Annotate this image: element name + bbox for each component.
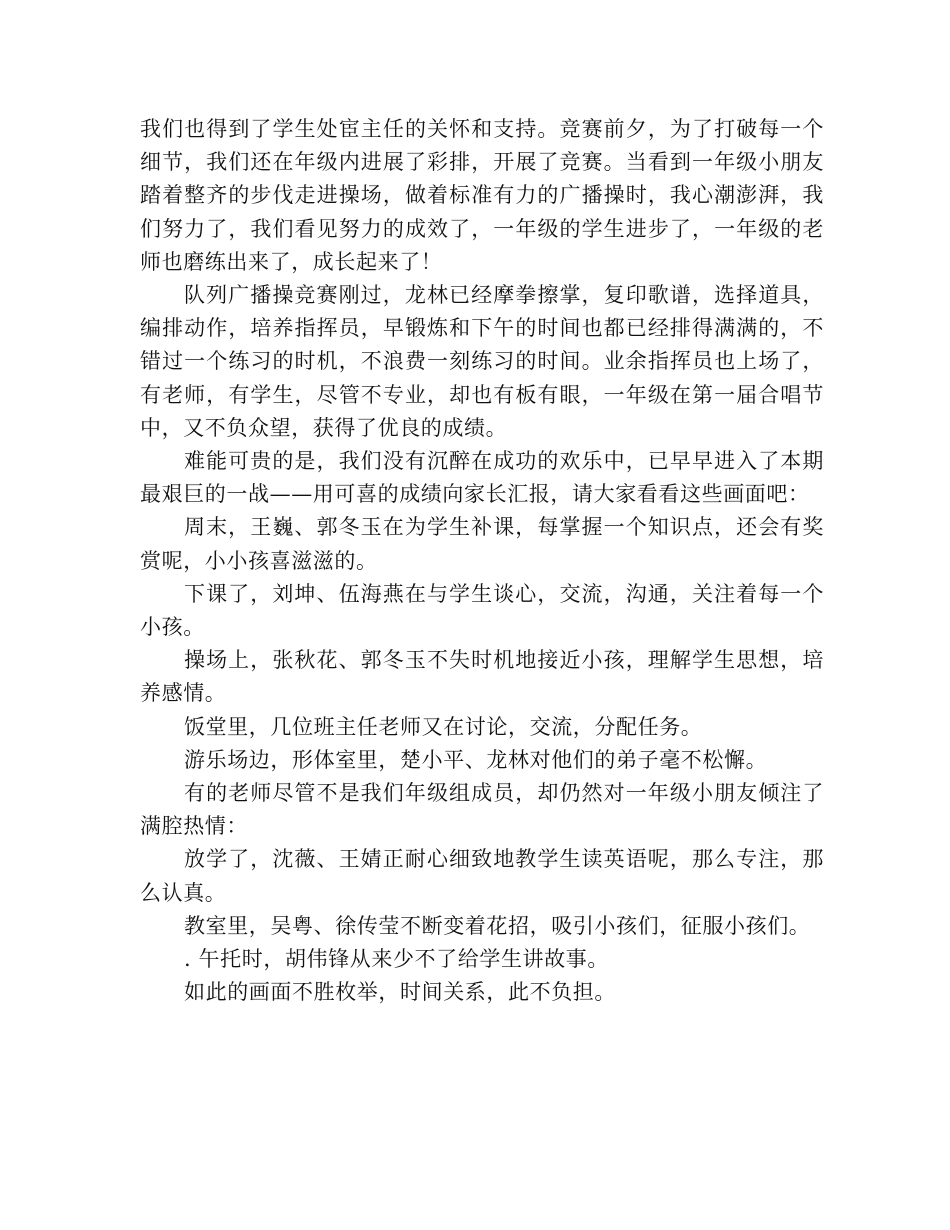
paragraph: 我们也得到了学生处宦主任的关怀和支持。竞赛前夕，为了打破每一个细节，我们还在年级内进展了彩排，开展了竞赛。当看到一年级小朋友踏着整齐的步伐走进操场，做着标准有力的广播操时，我心潮澎湃，我们努力了，我们看见努力的成效了，一年级的学生进步了，一年级的老师也磨练出来了，成长起来了！ bbox=[140, 117, 824, 274]
paragraph: . 午托时，胡伟锋从来少不了给学生讲故事。 bbox=[184, 947, 609, 972]
paragraph: 教室里，吴粤、徐传莹不断变着花招，吸引小孩们，征服小孩们。 bbox=[184, 913, 811, 938]
paragraph: 如此的画面不胜枚举，时间关系，此不负担。 bbox=[184, 980, 616, 1005]
paragraph: 难能可贵的是，我们没有沉醉在成功的欢乐中，已早早进入了本期最艰巨的一战——用可喜的成绩向家长汇报，请大家看看这些画面吧： bbox=[140, 449, 824, 507]
paragraph: 游乐场边，形体室里，楚小平、龙林对他们的弟子毫不松懈。 bbox=[184, 747, 768, 772]
paragraph: 操场上，张秋花、郭冬玉不失时机地接近小孩，理解学生思想，培养感情。 bbox=[140, 648, 824, 706]
paragraph: 队列广播操竞赛刚过，龙林已经摩拳擦掌，复印歌谱，选择道具，编排动作，培养指挥员，早锻炼和下午的时间也都已经排得满满的，不错过一个练习的时机，不浪费一刻练习的时间。业余指挥员也上场了，有老师，有学生，尽管不专业，却也有板有眼，一年级在第一届合唱节中，又不负众望，获得了优良的成绩。 bbox=[140, 283, 824, 440]
paragraph: 周末，王巍、郭冬玉在为学生补课，每掌握一个知识点，还会有奖赏呢，小小孩喜滋滋的。 bbox=[140, 515, 824, 573]
paragraph: 饭堂里，几位班主任老师又在讨论，交流，分配任务。 bbox=[184, 714, 703, 739]
paragraph: 放学了，沈薇、王婧正耐心细致地教学生读英语呢，那么专注，那么认真。 bbox=[140, 847, 824, 905]
document-body bbox=[140, 113, 824, 1009]
paragraph: 有的老师尽管不是我们年级组成员，却仍然对一年级小朋友倾注了满腔热情： bbox=[140, 781, 824, 839]
paragraph: 下课了，刘坤、伍海燕在与学生谈心，交流，沟通，关注着每一个小孩。 bbox=[140, 581, 824, 640]
